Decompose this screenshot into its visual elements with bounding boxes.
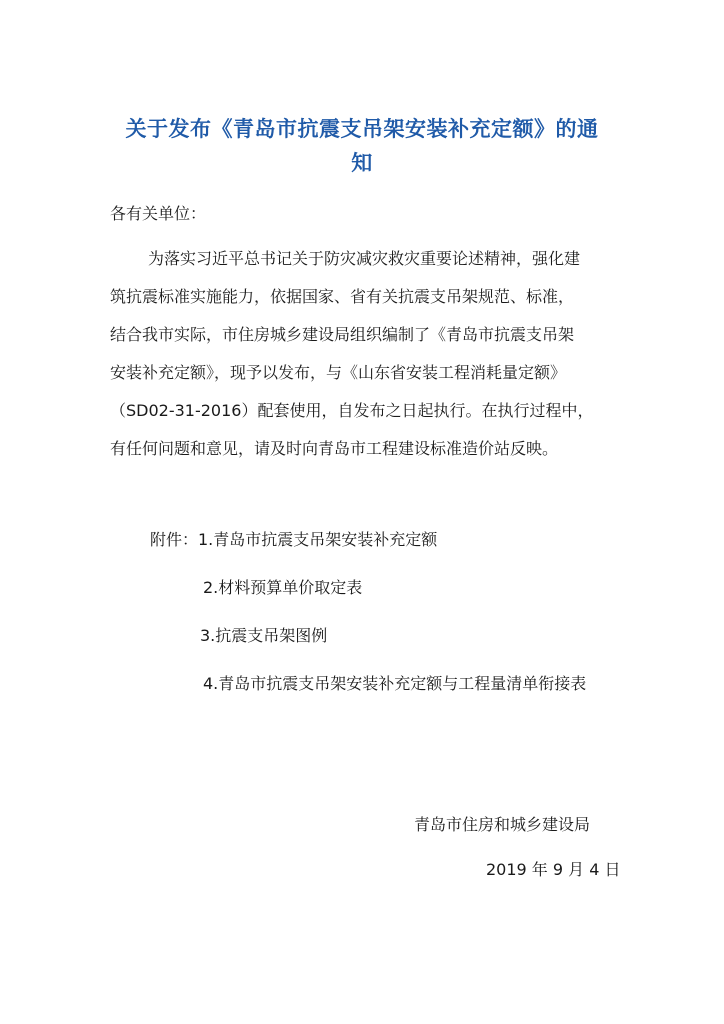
body-line: 为落实习近平总书记关于防灾减灾救灾重要论述精神，强化建 [148, 249, 581, 268]
body-line: 结合我市实际，市住房城乡建设局组织编制了《青岛市抗震支吊架 [110, 325, 575, 344]
attachment-item-3: 3.抗震支吊架图例 [200, 626, 328, 645]
attachment-item-2: 2.材料预算单价取定表 [203, 578, 363, 597]
attachment-item-1: 附件：1.青岛市抗震支吊架安装补充定额 [150, 530, 438, 549]
body-line: （SD02-31-2016）配套使用，自发布之日起执行。在执行过程中， [110, 401, 594, 420]
body-line: 有任何问题和意见，请及时向青岛市工程建设标准造价站反映。 [110, 439, 559, 458]
salutation: 各有关单位： [110, 204, 207, 223]
issue-date: 2019 年 9 月 4 日 [486, 860, 621, 879]
attachment-item-4: 4.青岛市抗震支吊架安装补充定额与工程量清单衔接表 [203, 674, 587, 693]
body-line: 筑抗震标准实施能力，依据国家、省有关抗震支吊架规范、标准， [110, 287, 575, 306]
title-line-1: 关于发布《青岛市抗震支吊架安装补充定额》的通 [125, 117, 599, 141]
document-title [108, 112, 616, 180]
title-line-2: 知 [351, 151, 373, 175]
issuer-signature: 青岛市住房和城乡建设局 [414, 815, 591, 834]
body-paragraph [110, 240, 610, 468]
body-line: 安装补充定额》，现予以发布，与《山东省安装工程消耗量定额》 [110, 363, 567, 382]
